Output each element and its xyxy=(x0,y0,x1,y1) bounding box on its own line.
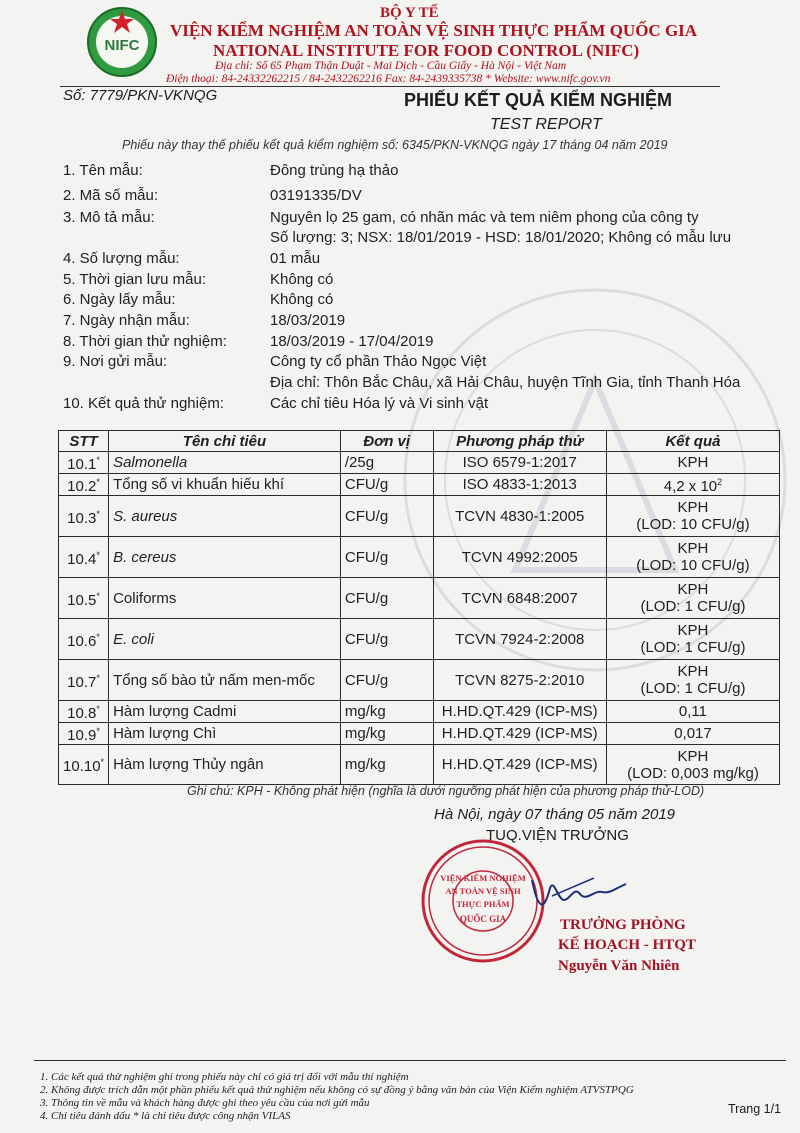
result-cell xyxy=(606,745,779,785)
institute-contact: Điện thoại: 84-24332262215 / 84-2432262216 Fax: 84-2439335738 * Website: www.nifc.gov.vn xyxy=(166,73,611,85)
test-name-cell: E. coli xyxy=(109,619,341,660)
table-row xyxy=(59,745,780,785)
ministry-name: BỘ Y TẾ xyxy=(380,5,439,21)
vilas-mark: * xyxy=(96,590,100,601)
result-value: KPH xyxy=(677,581,709,598)
vilas-mark: * xyxy=(100,757,105,767)
stt-number: 10.9 xyxy=(67,727,97,744)
info-label: 6. Ngày lấy mẫu: xyxy=(63,291,176,308)
signer-title-line2: KẾ HOẠCH - HTQT xyxy=(558,937,696,953)
method-cell: H.HD.QT.429 (ICP-MS) xyxy=(433,745,606,785)
info-value: 18/03/2019 - 17/04/2019 xyxy=(270,333,434,350)
handwritten-signature xyxy=(524,870,634,915)
method-cell: H.HD.QT.429 (ICP-MS) xyxy=(433,723,606,745)
stt-cell xyxy=(59,723,109,745)
info-value: Không có xyxy=(270,271,334,288)
unit-cell: CFU/g xyxy=(340,660,433,701)
stt-number: 10.10 xyxy=(63,758,101,775)
table-row xyxy=(59,619,780,660)
result-exponent: 2 xyxy=(717,477,723,487)
info-label: 10. Kết quả thử nghiệm: xyxy=(63,395,224,412)
test-name-cell: S. aureus xyxy=(109,496,341,537)
unit-cell: CFU/g xyxy=(340,537,433,578)
unit-cell: CFU/g xyxy=(340,578,433,619)
info-value: Các chỉ tiêu Hóa lý và Vi sinh vật xyxy=(270,395,489,412)
vilas-mark: * xyxy=(96,631,100,642)
page-title: PHIẾU KẾT QUẢ KIỂM NGHIỆM xyxy=(404,90,673,110)
svg-text:VIỆN KIỂM NGHIỆM: VIỆN KIỂM NGHIỆM xyxy=(440,873,526,883)
info-label: 9. Nơi gửi mẫu: xyxy=(63,353,168,370)
sign-place-date: Hà Nội, ngày 07 tháng 05 năm 2019 xyxy=(434,806,676,823)
table-header-row xyxy=(59,431,780,452)
vilas-mark: * xyxy=(96,726,100,736)
stt-cell xyxy=(59,701,109,723)
test-name-cell: Hàm lượng Thủy ngân xyxy=(109,745,341,785)
stt-cell xyxy=(59,745,109,785)
footnote: 2. Không được trích dẫn một phần phiếu kết quả thử nghiệm nếu không có sự đồng ý bằng văn bản của Viện Kiểm nghiệm ATVSTPQG xyxy=(40,1084,634,1096)
result-value: KPH xyxy=(677,499,709,516)
info-value: Không có xyxy=(270,291,334,308)
info-value-line2: Địa chỉ: Thôn Bắc Châu, xã Hải Châu, huyện Tĩnh Gia, tỉnh Thanh Hóa xyxy=(270,374,741,391)
stt-number: 10.7 xyxy=(67,673,97,691)
institute-address: Địa chỉ: Số 65 Phạm Thận Duật - Mai Dịch - Cầu Giấy - Hà Nội - Việt Nam xyxy=(215,60,567,72)
unit-cell: mg/kg xyxy=(340,745,433,785)
vilas-mark: * xyxy=(96,704,100,714)
stt-cell xyxy=(59,660,109,701)
info-label: 2. Mã số mẫu: xyxy=(63,187,159,204)
vilas-mark: * xyxy=(96,455,100,465)
document-number: Số: 7779/PKN-VKNQG xyxy=(63,87,218,104)
stt-number: 10.1 xyxy=(67,456,97,473)
method-cell: H.HD.QT.429 (ICP-MS) xyxy=(433,701,606,723)
column-header: Tên chỉ tiêu xyxy=(109,431,341,452)
result-lod: (LOD: 1 CFU/g) xyxy=(640,680,746,697)
method-cell: TCVN 6848:2007 xyxy=(433,578,606,619)
info-label: 4. Số lượng mẫu: xyxy=(63,250,180,267)
result-value: KPH xyxy=(677,747,709,765)
vilas-mark: * xyxy=(96,672,100,683)
result-lod: (LOD: 1 CFU/g) xyxy=(640,598,746,615)
page-number: Trang 1/1 xyxy=(728,1102,782,1116)
footer-divider xyxy=(34,1060,786,1061)
unit-cell: CFU/g xyxy=(340,496,433,537)
unit-cell: /25g xyxy=(340,452,433,474)
result-lod: (LOD: 1 CFU/g) xyxy=(640,639,746,656)
test-name-cell: Salmonella xyxy=(109,452,341,474)
stt-number: 10.5 xyxy=(67,591,97,609)
signer-title-line1: TRƯỞNG PHÒNG xyxy=(560,917,686,933)
institute-name-en: NATIONAL INSTITUTE FOR FOOD CONTROL (NIFC) xyxy=(213,41,640,60)
result-cell xyxy=(606,660,779,701)
method-cell: ISO 6579-1:2017 xyxy=(433,452,606,474)
test-name-cell: B. cereus xyxy=(109,537,341,578)
stt-cell xyxy=(59,537,109,578)
method-cell: TCVN 8275-2:2010 xyxy=(433,660,606,701)
table-row xyxy=(59,578,780,619)
test-name-cell: Hàm lượng Cadmi xyxy=(109,701,341,723)
table-row xyxy=(59,474,780,496)
info-value: 03191335/DV xyxy=(270,187,362,204)
result-cell xyxy=(606,452,779,474)
stt-number: 10.6 xyxy=(67,632,97,650)
signer-name: Nguyễn Văn Nhiên xyxy=(558,958,680,974)
unit-cell: CFU/g xyxy=(340,619,433,660)
stt-cell xyxy=(59,474,109,496)
page-subtitle: TEST REPORT xyxy=(490,116,602,133)
unit-cell: mg/kg xyxy=(340,723,433,745)
unit-cell: CFU/g xyxy=(340,474,433,496)
info-label: 1. Tên mẫu: xyxy=(63,162,143,179)
column-header: STT xyxy=(59,431,109,452)
vilas-mark: * xyxy=(96,508,100,519)
replacement-note: Phiếu này thay thế phiếu kết quả kiểm nghiệm số: 6345/PKN-VKNQG ngày 17 tháng 04 năm 2019 xyxy=(122,138,668,152)
stt-cell xyxy=(59,619,109,660)
footnote: 1. Các kết quả thử nghiệm ghi trong phiếu này chỉ có giá trị đối với mẫu thí nghiệm xyxy=(40,1071,409,1083)
nifc-logo xyxy=(86,6,158,78)
result-value: KPH xyxy=(677,454,709,471)
table-row xyxy=(59,660,780,701)
result-lod: (LOD: 10 CFU/g) xyxy=(636,516,750,533)
table-row xyxy=(59,452,780,474)
stt-number: 10.4 xyxy=(67,550,97,568)
svg-text:AN TOÀN VỆ SINH: AN TOÀN VỆ SINH xyxy=(445,886,521,896)
info-label: 8. Thời gian thử nghiệm: xyxy=(63,333,227,350)
result-lod: (LOD: 0,003 mg/kg) xyxy=(627,764,759,782)
result-cell xyxy=(606,496,779,537)
stt-number: 10.8 xyxy=(67,705,97,722)
result-cell xyxy=(606,619,779,660)
result-cell xyxy=(606,701,779,723)
table-row xyxy=(59,701,780,723)
vilas-mark: * xyxy=(96,477,100,487)
results-table xyxy=(58,430,780,785)
unit-cell: mg/kg xyxy=(340,701,433,723)
result-value: KPH xyxy=(677,622,709,639)
method-cell: TCVN 4830-1:2005 xyxy=(433,496,606,537)
test-name-cell: Coliforms xyxy=(109,578,341,619)
info-value: Công ty cổ phần Thảo Ngọc Việt xyxy=(270,353,487,370)
info-label: 7. Ngày nhận mẫu: xyxy=(63,312,190,329)
stt-cell xyxy=(59,496,109,537)
vilas-mark: * xyxy=(96,549,100,560)
result-value: KPH xyxy=(677,540,709,557)
test-name-cell: Tổng số vi khuẩn hiếu khí xyxy=(109,474,341,496)
result-lod: (LOD: 10 CFU/g) xyxy=(636,557,750,574)
sign-role: TUQ.VIỆN TRƯỞNG xyxy=(486,827,629,844)
result-value: KPH xyxy=(677,663,709,680)
svg-text:NIFC: NIFC xyxy=(104,37,140,54)
institute-name-vn: VIỆN KIỂM NGHIỆM AN TOÀN VỆ SINH THỰC PHẨM QUỐC GIA xyxy=(170,21,698,40)
table-note: Ghi chú: KPH - Không phát hiện (nghĩa là dưới ngưỡng phát hiện của phương pháp thử-LOD) xyxy=(187,784,705,798)
result-cell xyxy=(606,537,779,578)
footnote: 3. Thông tin về mẫu và khách hàng được ghi theo yêu cầu của nơi gửi mẫu xyxy=(40,1097,370,1109)
result-value: 0,017 xyxy=(674,725,712,742)
method-cell: TCVN 4992:2005 xyxy=(433,537,606,578)
stt-cell xyxy=(59,452,109,474)
method-cell: ISO 4833-1:2013 xyxy=(433,474,606,496)
method-cell: TCVN 7924-2:2008 xyxy=(433,619,606,660)
table-row xyxy=(59,723,780,745)
footnote: 4. Chỉ tiêu đánh dấu * là chỉ tiêu được công nhận VILAS xyxy=(40,1110,291,1122)
info-label: 5. Thời gian lưu mẫu: xyxy=(63,271,207,288)
info-value-line2: Số lượng: 3; NSX: 18/01/2019 - HSD: 18/01/2020; Không có mẫu lưu xyxy=(270,229,732,246)
info-value: 18/03/2019 xyxy=(270,312,346,329)
result-value: 4,2 x 10 xyxy=(663,478,718,495)
test-name-cell: Hàm lượng Chì xyxy=(109,723,341,745)
table-row xyxy=(59,496,780,537)
stt-number: 10.2 xyxy=(67,478,97,495)
column-header: Kết quả xyxy=(606,431,779,452)
info-value: Nguyên lọ 25 gam, có nhãn mác và tem niêm phong của công ty xyxy=(270,209,699,226)
column-header: Phương pháp thử xyxy=(433,431,606,452)
column-header: Đơn vị xyxy=(340,431,433,452)
stt-cell xyxy=(59,578,109,619)
result-value: 0,11 xyxy=(678,703,707,720)
stt-number: 10.3 xyxy=(67,509,97,527)
test-name-cell: Tổng số bào tử nấm men-mốc xyxy=(109,660,341,701)
result-cell xyxy=(606,578,779,619)
info-label: 3. Mô tả mẫu: xyxy=(63,209,155,226)
svg-text:THỰC PHẨM: THỰC PHẨM xyxy=(456,899,510,909)
info-value: 01 mẫu xyxy=(270,250,321,267)
result-cell xyxy=(606,474,779,496)
info-value: Đông trùng hạ thảo xyxy=(270,162,399,179)
result-cell xyxy=(606,723,779,745)
table-row xyxy=(59,537,780,578)
svg-text:QUỐC GIA: QUỐC GIA xyxy=(459,914,507,924)
